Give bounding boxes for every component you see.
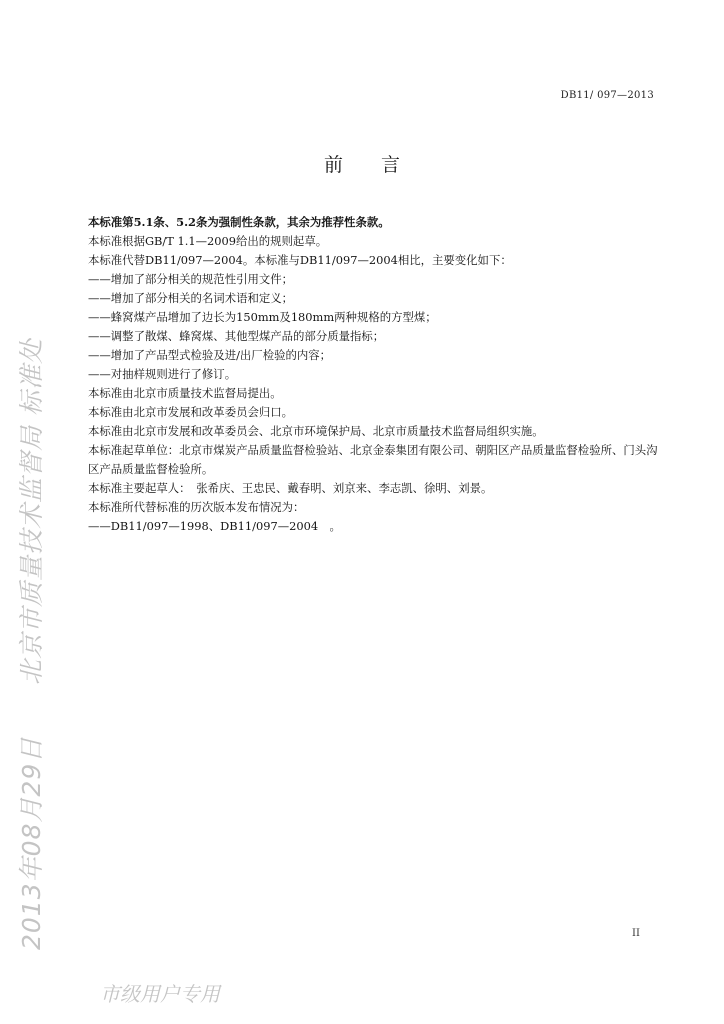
previous-editions-list: ——DB11/097—1998、DB11/097—2004 。: [88, 519, 341, 533]
change-item: ——增加了部分相关的规范性引用文件；: [88, 272, 294, 286]
proposer-statement: 本标准由北京市质量技术监督局提出。: [88, 386, 282, 400]
foreword-body: [88, 213, 663, 536]
replacement-statement: 本标准代替DB11/097—2004。本标准与DB11/097—2004相比，主要变化如下：: [88, 253, 512, 267]
page-title: 前言: [323, 154, 438, 176]
watermark-issuer: 北京市质量技术监督局 标准处: [17, 338, 46, 685]
drafters-statement: 本标准主要起草人： 张希庆、王忠民、戴春明、刘京来、李志凯、徐明、刘景。: [88, 481, 493, 495]
watermark-usage: 市级用户专用: [100, 982, 220, 1006]
page-number: II: [632, 928, 640, 939]
document-number: DB11/ 097—2013: [560, 90, 654, 101]
watermark-date: 2013年08月29日: [17, 736, 46, 950]
mandatory-clause-statement: 本标准第5.1条、5.2条为强制性条款，其余为推荐性条款。: [88, 215, 390, 229]
change-item: ——调整了散煤、蜂窝煤、其他型煤产品的部分质量指标；: [88, 329, 385, 343]
change-item: ——增加了产品型式检验及进/出厂检验的内容；: [88, 348, 332, 362]
implementation-statement: 本标准由北京市发展和改革委员会、北京市环境保护局、北京市质量技术监督局组织实施。: [88, 424, 544, 438]
drafting-units-statement: 本标准起草单位：北京市煤炭产品质量监督检验站、北京金泰集团有限公司、朝阳区产品质量监督检验所、门头沟区产品质量监督检验所。: [88, 443, 658, 476]
change-item: ——对抽样规则进行了修订。: [88, 367, 237, 381]
previous-editions-statement: 本标准所代替标准的历次版本发布情况为：: [88, 500, 305, 514]
change-item: ——蜂窝煤产品增加了边长为150mm及180mm两种规格的方型煤；: [88, 310, 437, 324]
centralized-management-statement: 本标准由北京市发展和改革委员会归口。: [88, 405, 294, 419]
change-item: ——增加了部分相关的名词术语和定义；: [88, 291, 294, 305]
drafting-rule-statement: 本标准根据GB/T 1.1—2009给出的规则起草。: [88, 234, 328, 248]
